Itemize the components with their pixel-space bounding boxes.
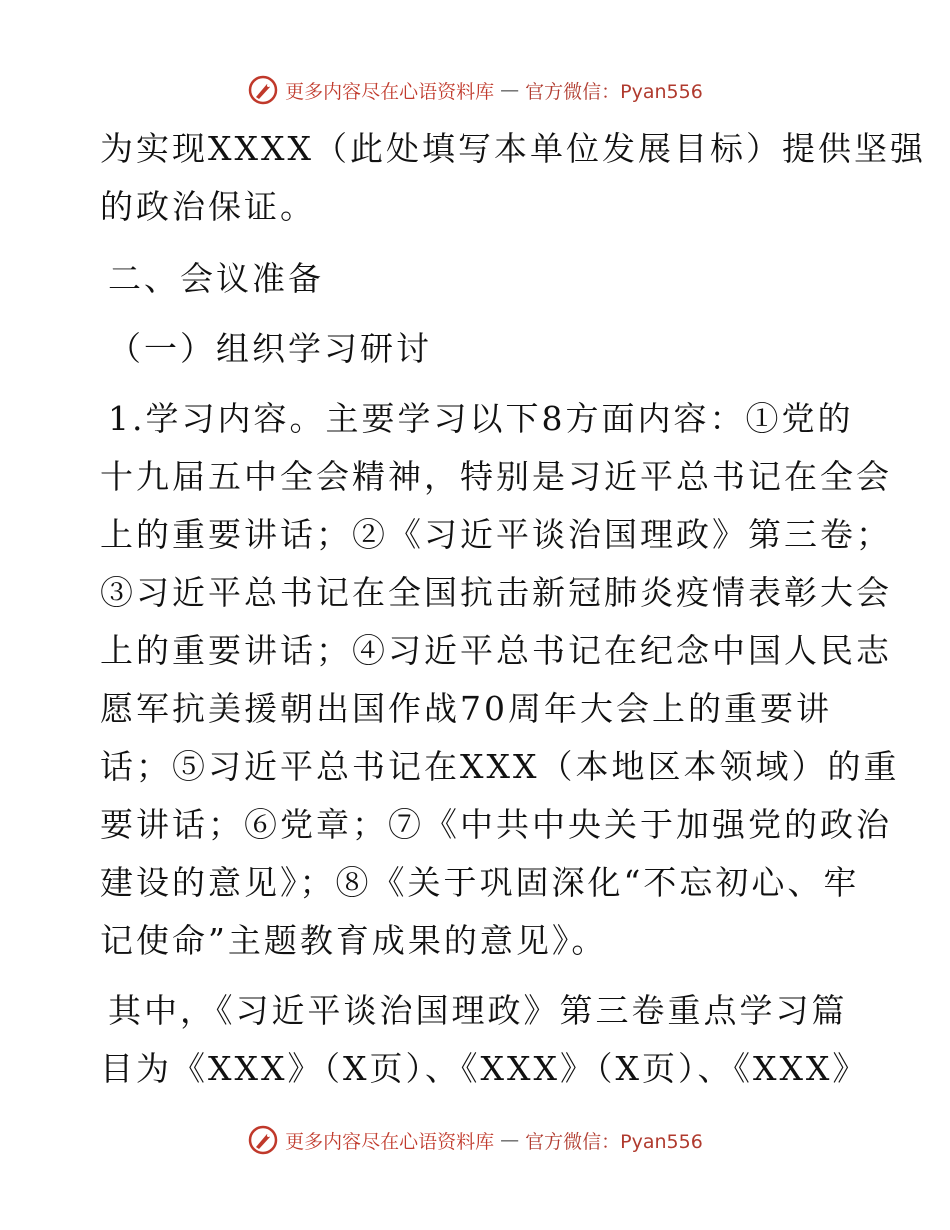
paragraph-intro-end [100,120,926,236]
paragraph-study-content [100,390,900,970]
text-line: 记使命”主题教育成果的意见》。 [100,921,608,960]
text-line: 为实现XXXX（此处填写本单位发展目标）提供坚强 [100,129,926,168]
text-line: 要讲话；⑥党章；⑦《中共中央关于加强党的政治 [100,805,892,844]
watermark-site-text: 更多内容尽在心语资料库 [285,1130,495,1153]
text-line: 上的重要讲话；②《习近平谈治国理政》第三卷； [100,515,892,554]
text-line: 话；⑤习近平总书记在XXX（本地区本领域）的重 [100,747,900,786]
document-body [100,120,926,1098]
paragraph-key-chapters [100,982,869,1098]
footer-watermark [0,1120,950,1160]
text-line: 建设的意见》；⑧《关于巩固深化“不忘初心、牢 [100,863,860,902]
watermark-site-text: 更多内容尽在心语资料库 [285,80,495,103]
watermark-separator: — [500,1129,520,1151]
text-line: 目为《XXX》（X页）、《XXX》（X页）、《XXX》 [100,1049,869,1088]
watermark-wechat-text: 官方微信：Pyan556 [525,80,703,103]
text-line: 愿军抗美援朝出国作战70周年大会上的重要讲 [100,689,832,728]
text-line: 其中，《习近平谈治国理政》第三卷重点学习篇 [108,991,848,1030]
watermark-separator: — [500,79,520,101]
header-watermark [0,70,950,110]
text-line: 十九届五中全会精神，特别是习近平总书记在全会 [100,457,892,496]
section-heading-meeting-prep [100,250,860,308]
pen-nib-icon [247,74,279,106]
text-line: 的政治保证。 [100,187,316,226]
watermark-wechat-text: 官方微信：Pyan556 [525,1130,703,1153]
text-line: 1.学习内容。主要学习以下8方面内容：①党的 [108,399,854,438]
pen-nib-icon [247,1124,279,1156]
subheading-text: （一）组织学习研讨 [108,329,432,368]
heading-text: 二、会议准备 [108,259,324,298]
subsection-heading-study [100,320,860,378]
text-line: ③习近平总书记在全国抗击新冠肺炎疫情表彰大会 [100,573,892,612]
text-line: 上的重要讲话；④习近平总书记在纪念中国人民志 [100,631,892,670]
